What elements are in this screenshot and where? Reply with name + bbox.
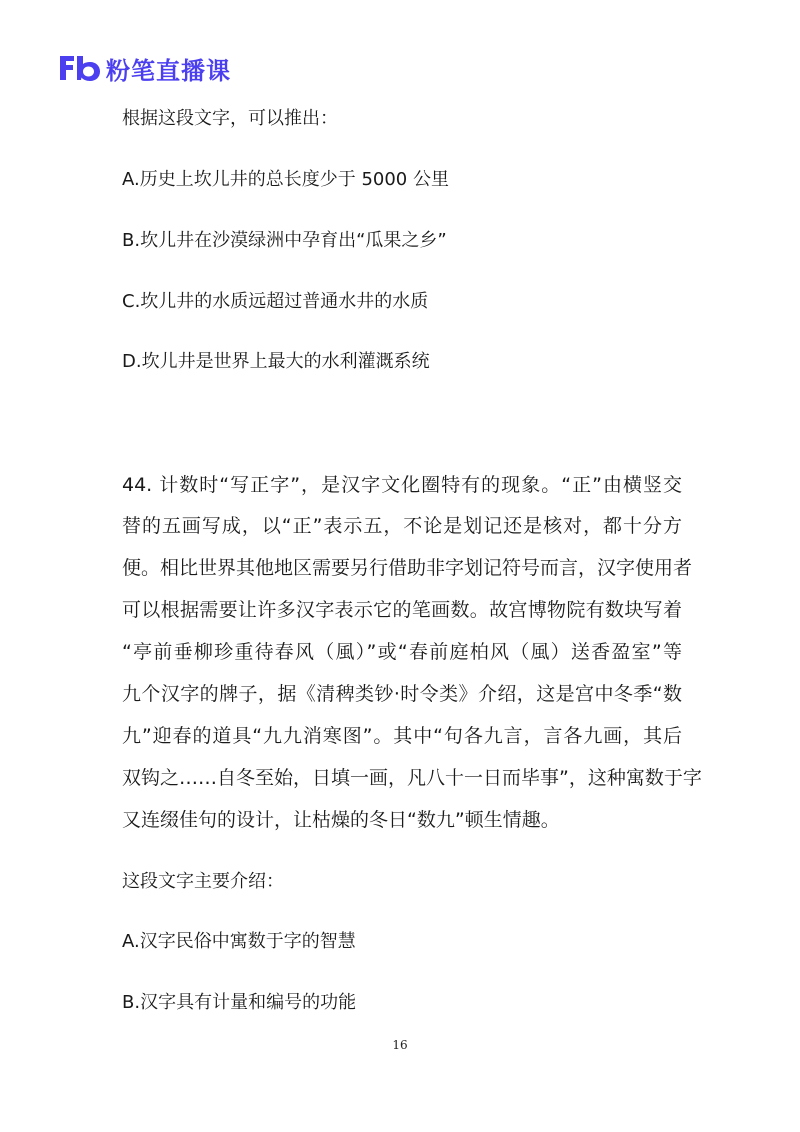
question-44-prompt: 这段文字主要介绍：: [122, 871, 284, 892]
fenbi-logo-icon: [58, 52, 102, 84]
question-44-line: 可以根据需要让许多汉字表示它的笔画数。故宫博物院有数块写着: [122, 599, 682, 621]
question-44-line: 九”迎春的道具“九九消寒图”。其中“句各九言，言各九画，其后: [122, 725, 682, 747]
question-44-line: 九个汉字的牌子，据《清稗类钞·时令类》介绍，这是宫中冬季“数: [122, 683, 682, 705]
question-44-line: 双钩之……自冬至始，日填一画，凡八十一日而毕事”，这种寓数于字: [122, 767, 702, 789]
question-44-line: 又连缀佳句的设计，让枯燥的冬日“数九”顿生情趣。: [122, 809, 560, 831]
option-a: A.历史上坎儿井的总长度少于 5000 公里: [122, 169, 449, 190]
question-44-option-a: A.汉字民俗中寓数于字的智慧: [122, 931, 356, 952]
option-b: B.坎儿井在沙漠绿洲中孕育出“瓜果之乡”: [122, 230, 447, 251]
logo-text: 粉笔直播课: [106, 56, 231, 85]
question-44-line: 便。相比世界其他地区需要另行借助非字划记符号而言，汉字使用者: [122, 557, 693, 579]
question-prompt: 根据这段文字，可以推出：: [122, 108, 338, 129]
question-44-option-b: B.汉字具有计量和编号的功能: [122, 992, 357, 1013]
question-44-line: 替的五画写成，以“正”表示五，不论是划记还是核对，都十分方: [122, 515, 682, 537]
option-d: D.坎儿井是世界上最大的水利灌溉系统: [122, 351, 430, 372]
header: [58, 50, 231, 86]
question-44-line: “亭前垂柳珍重待春风（風）”或“春前庭柏风（風）送香盈室”等: [122, 641, 682, 663]
question-44-line: 44. 计数时“写正字”，是汉字文化圈特有的现象。“正”由横竖交: [122, 474, 682, 496]
option-c: C.坎儿井的水质远超过普通水井的水质: [122, 291, 429, 312]
page-number: 16: [392, 1038, 408, 1052]
